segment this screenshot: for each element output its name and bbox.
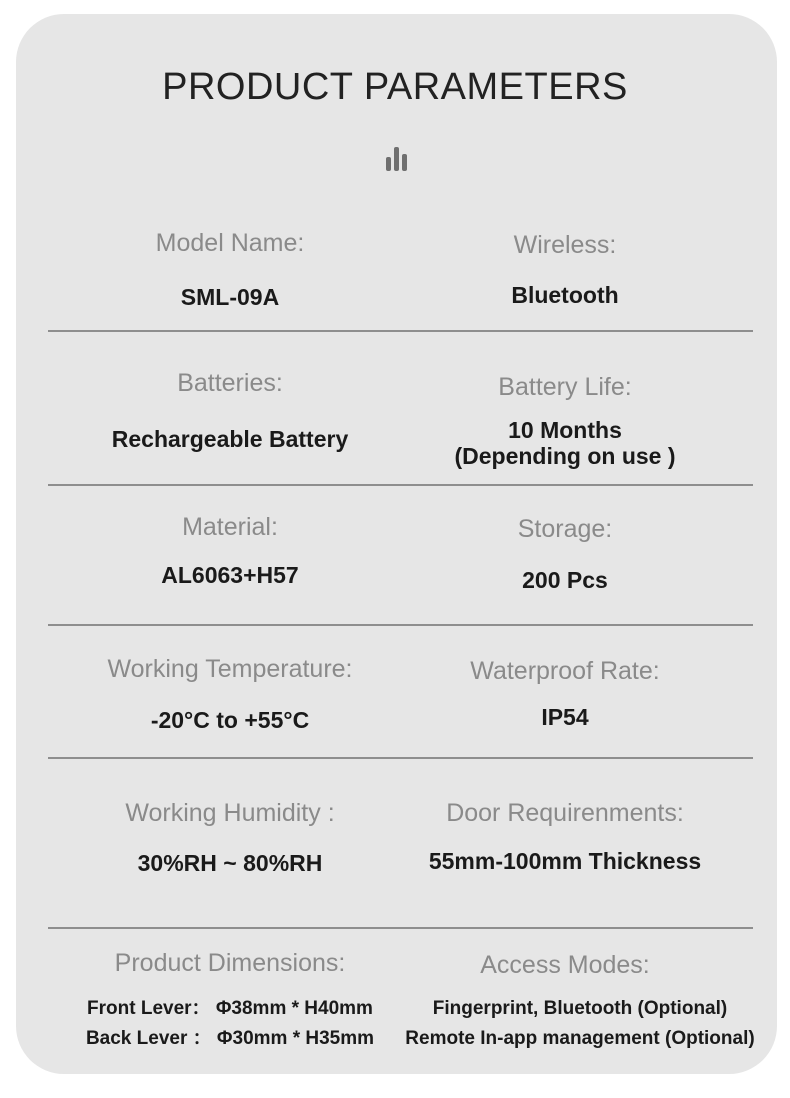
page-title: PRODUCT PARAMETERS — [162, 66, 628, 108]
battery-life-value-line2: (Depending on use ) — [454, 443, 676, 469]
product-dimensions-front: Front Lever： Φ38mm * H40mm — [87, 998, 373, 1019]
row-divider — [48, 757, 753, 759]
model-name-value: SML-09A — [180, 284, 280, 310]
access-modes-line2: Remote In-app management (Optional) — [405, 1028, 755, 1049]
working-temperature-label: Working Temperature: — [107, 655, 353, 683]
working-humidity-label: Working Humidity : — [125, 799, 335, 827]
row-divider — [48, 927, 753, 929]
storage-label: Storage: — [517, 515, 613, 543]
storage-value: 200 Pcs — [522, 567, 608, 593]
product-dimensions-back: Back Lever ： Φ30mm * H35mm — [85, 1028, 375, 1049]
access-modes-line1: Fingerprint, Bluetooth (Optional) — [432, 998, 728, 1019]
material-value: AL6063+H57 — [161, 562, 299, 588]
batteries-label: Batteries: — [177, 369, 283, 397]
material-label: Material: — [182, 513, 278, 541]
battery-life-label: Battery Life: — [498, 373, 632, 401]
working-temperature-value: -20°C to +55°C — [150, 707, 310, 733]
wireless-label: Wireless: — [513, 231, 617, 259]
access-modes-label: Access Modes: — [480, 951, 650, 979]
bar-chart-icon — [386, 147, 414, 171]
row-divider — [48, 624, 753, 626]
door-requirements-label: Door Requirenments: — [446, 799, 684, 827]
waterproof-rate-value: IP54 — [541, 704, 589, 730]
product-dimensions-label: Product Dimensions: — [114, 949, 346, 977]
waterproof-rate-label: Waterproof Rate: — [470, 657, 660, 685]
working-humidity-value: 30%RH ~ 80%RH — [137, 850, 323, 876]
parameters-card — [16, 14, 777, 1074]
door-requirements-value: 55mm-100mm Thickness — [428, 848, 702, 874]
wireless-value: Bluetooth — [511, 282, 619, 308]
row-divider — [48, 484, 753, 486]
batteries-value: Rechargeable Battery — [111, 426, 349, 452]
model-name-label: Model Name: — [155, 229, 305, 257]
row-divider — [48, 330, 753, 332]
battery-life-value-line1: 10 Months — [508, 417, 622, 443]
